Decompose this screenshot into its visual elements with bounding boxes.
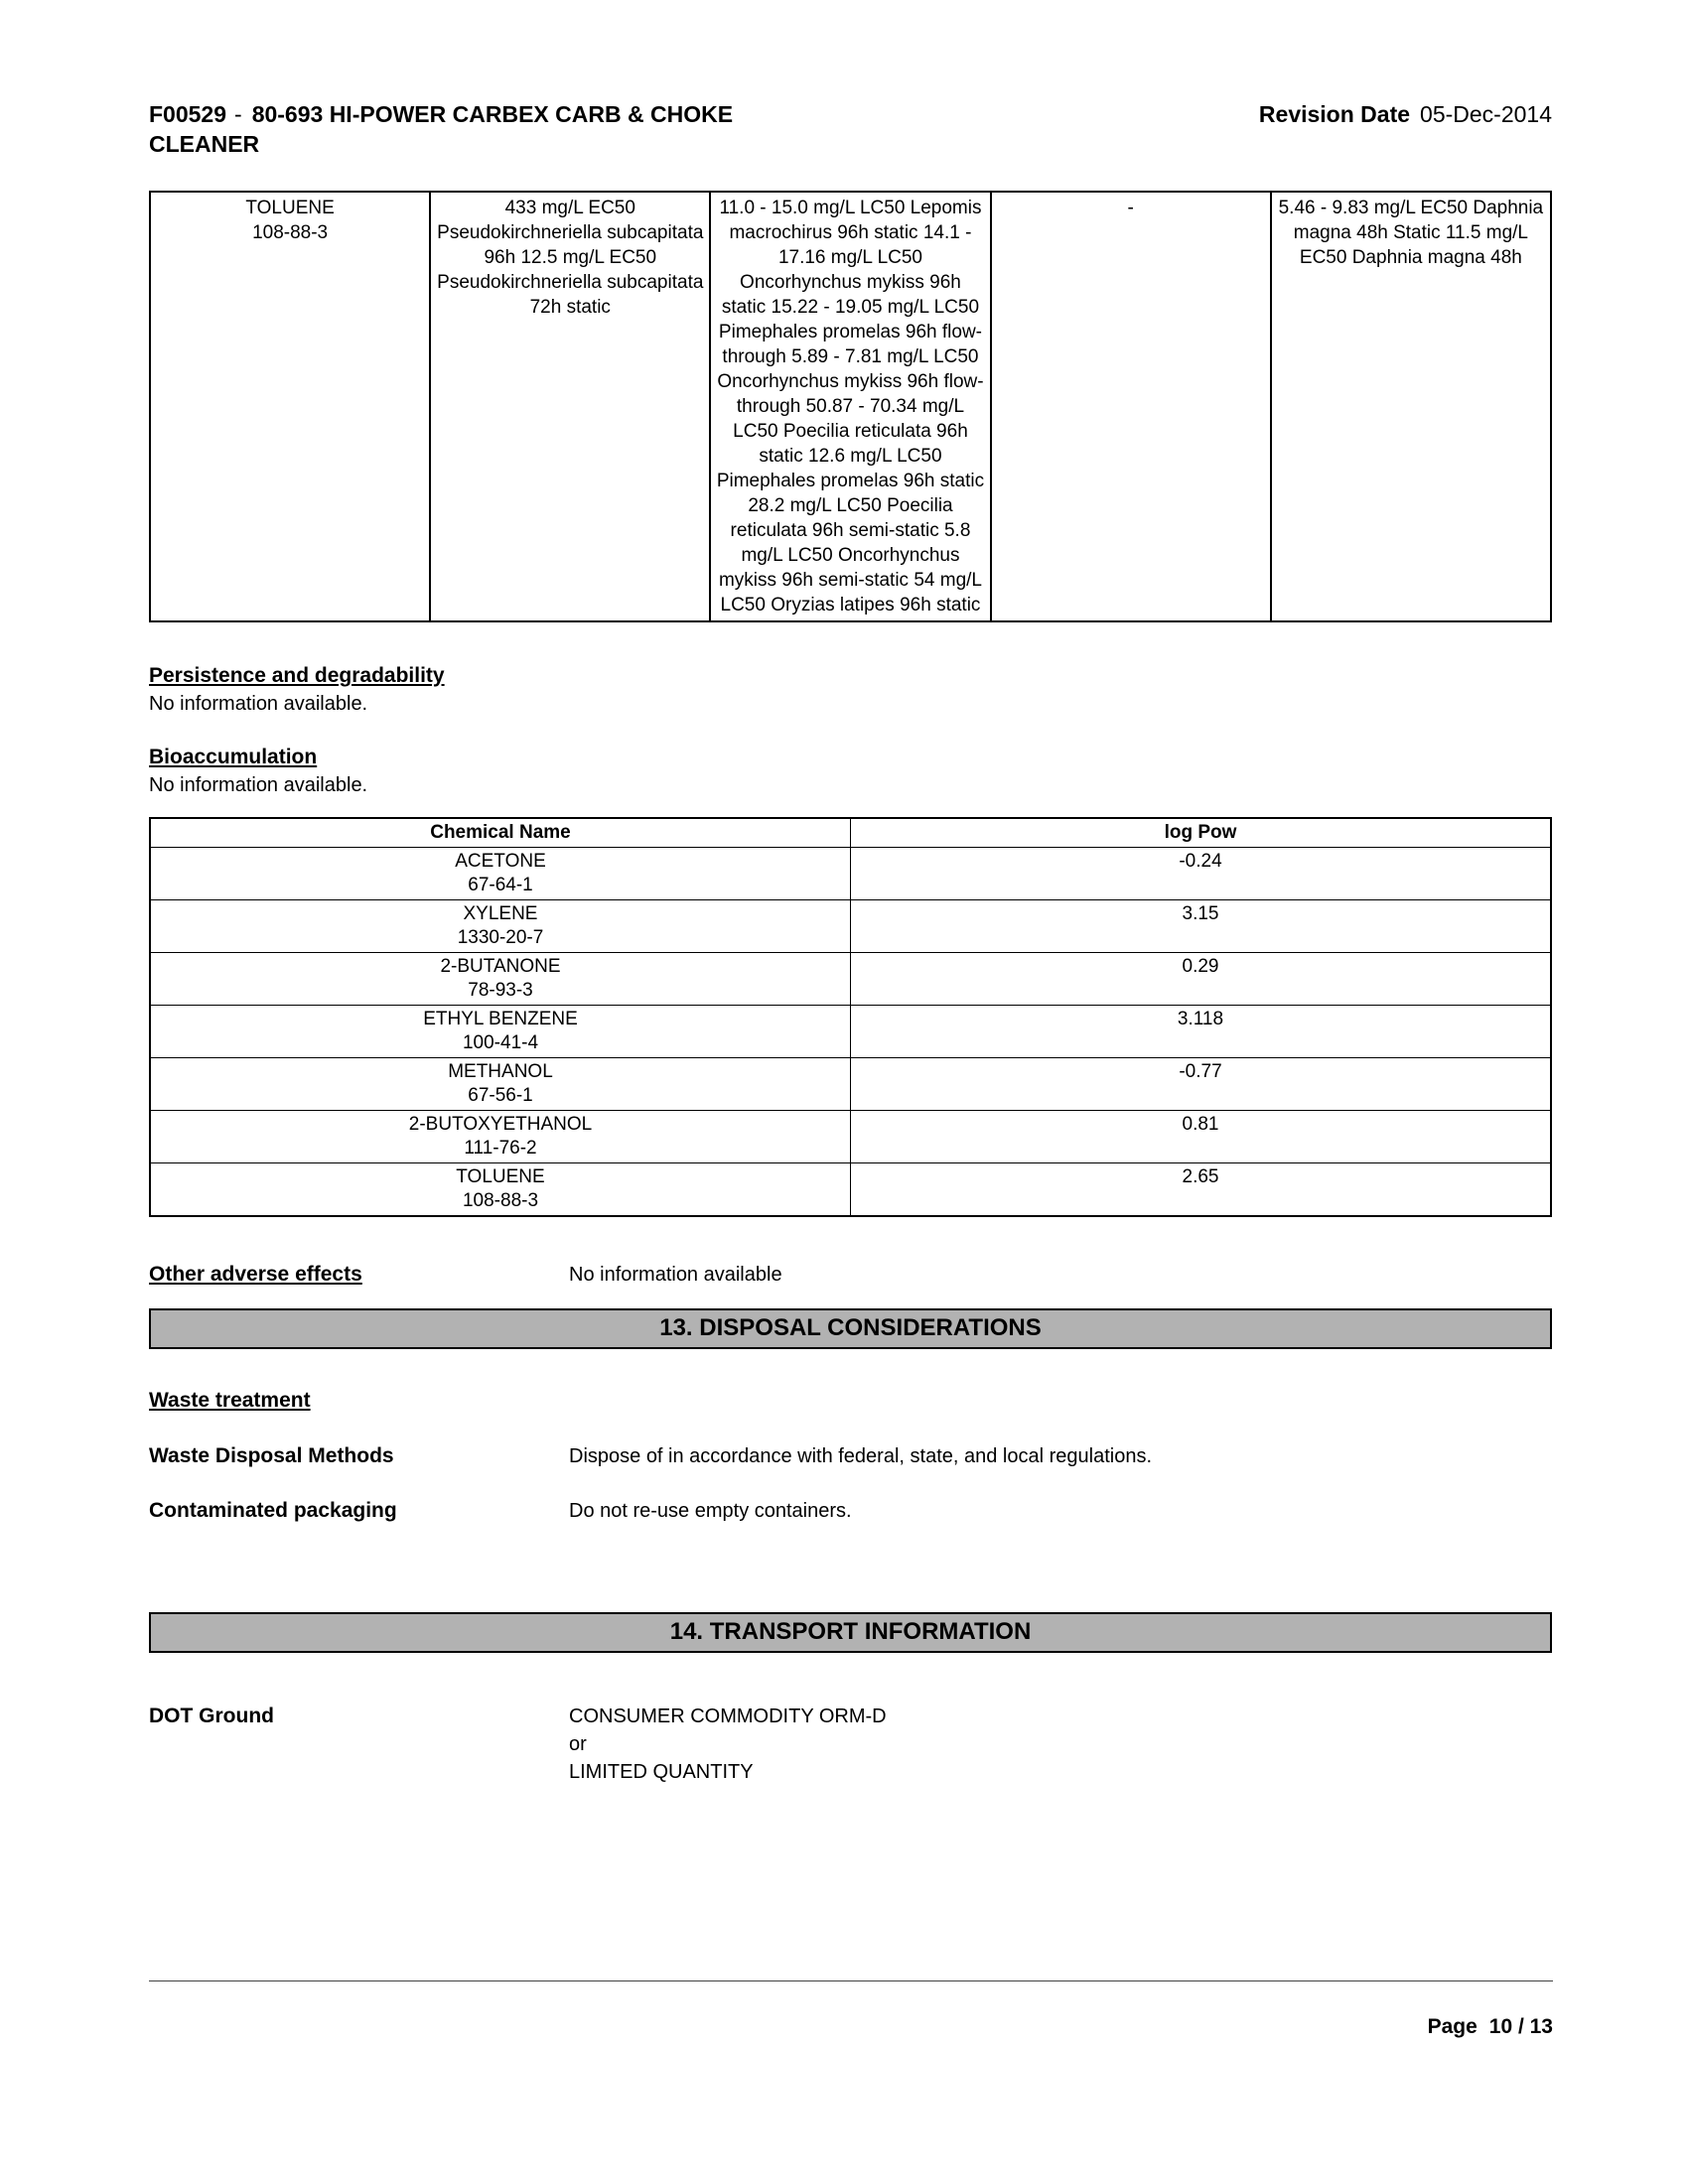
ecotox-fish-cell: 11.0 - 15.0 mg/L LC50 Lepomis macrochirus 96h static 14.1 - 17.16 mg/L LC50 Oncorhynchus mykiss 96h static 15.22 - 19.05 mg/L LC50 Pimephales promelas 96h flow-through 5.89 - 7.81 mg/L LC50 Oncorhynchus mykiss 96h flow-through 50.87 - 70.34 mg/L LC50 Poecilia reticulata 96h static 12.6 mg/L LC50 Pimephales promelas 96h static 28.2 mg/L LC50 Poecilia reticulata 96h semi-static 5.8 mg/L LC50 Oncorhynchus mykiss 96h semi-static 54 mg/L LC50 Oryzias latipes 96h static: [710, 192, 990, 621]
table-header-row: [150, 818, 1551, 848]
column-header-log-pow: log Pow: [851, 818, 1552, 848]
bioaccumulation-heading: Bioaccumulation: [149, 746, 318, 768]
logpow-value: 0.29: [851, 953, 1552, 1006]
ecotoxicity-table: [149, 191, 1552, 622]
dot-ground-row: [149, 1703, 1552, 1786]
chemical-cell: [150, 900, 851, 953]
table-row: [150, 848, 1551, 900]
logpow-value: -0.24: [851, 848, 1552, 900]
ecotox-chemical-cell: [150, 192, 430, 621]
dot-ground-label: DOT Ground: [149, 1705, 274, 1727]
cas-number: 100-41-4: [462, 1032, 539, 1053]
chemical-name: ACETONE: [455, 851, 546, 872]
cas-number: 108-88-3: [462, 1190, 539, 1211]
contaminated-packaging-label: Contaminated packaging: [149, 1499, 397, 1522]
chemical-cell: [150, 1163, 851, 1217]
logpow-value: 3.15: [851, 900, 1552, 953]
waste-disposal-methods-row: [149, 1442, 1552, 1470]
waste-treatment-heading: Waste treatment: [149, 1389, 311, 1412]
chemical-name: 2-BUTANONE: [440, 956, 561, 977]
other-adverse-effects-body: No information available: [569, 1264, 782, 1286]
ecotox-microorganisms-cell: -: [991, 192, 1271, 621]
other-adverse-effects-row: [149, 1261, 1552, 1289]
chemical-name: 2-BUTOXYETHANOL: [408, 1114, 593, 1135]
column-header-chemical-name: Chemical Name: [150, 818, 851, 848]
persistence-body: No information available.: [149, 693, 368, 715]
revision-date-label: Revision Date: [1258, 101, 1411, 127]
section-13-header: 13. DISPOSAL CONSIDERATIONS: [149, 1308, 1552, 1349]
product-name-line1: 80-693 HI-POWER CARBEX CARB & CHOKE: [251, 101, 734, 127]
contaminated-packaging-value: Do not re-use empty containers.: [569, 1500, 852, 1522]
table-row: [150, 953, 1551, 1006]
chemical-cell: [150, 1058, 851, 1111]
cas-number: 111-76-2: [464, 1138, 537, 1159]
chemical-name: TOLUENE: [245, 198, 335, 218]
product-name-line2: CLEANER: [149, 131, 260, 157]
dot-ground-line: CONSUMER COMMODITY ORM-D: [569, 1706, 887, 1727]
page-number-label: Page: [1427, 2015, 1477, 2038]
logpow-value: -0.77: [851, 1058, 1552, 1111]
ecotox-daphnia-cell: 5.46 - 9.83 mg/L EC50 Daphnia magna 48h Static 11.5 mg/L EC50 Daphnia magna 48h: [1271, 192, 1551, 621]
cas-number: 108-88-3: [252, 222, 329, 243]
chemical-cell: [150, 848, 851, 900]
logpow-value: 0.81: [851, 1111, 1552, 1163]
document-id: F00529: [149, 101, 227, 127]
revision-date: [1259, 99, 1552, 129]
table-row: [150, 1163, 1551, 1217]
logpow-value: 3.118: [851, 1006, 1552, 1058]
contaminated-packaging-row: [149, 1497, 1552, 1525]
page-number: [149, 2015, 1553, 2039]
table-row: [150, 900, 1551, 953]
dot-ground-line: or: [569, 1733, 587, 1755]
title-dash: -: [234, 101, 242, 127]
bioaccumulation-body: No information available.: [149, 774, 368, 796]
chemical-name: METHANOL: [448, 1061, 553, 1082]
dot-ground-value: [569, 1703, 887, 1786]
logpow-table: [149, 817, 1552, 1217]
logpow-value: 2.65: [851, 1163, 1552, 1217]
page-number-value: 10 / 13: [1488, 2015, 1553, 2038]
chemical-cell: [150, 953, 851, 1006]
chemical-name: TOLUENE: [456, 1166, 545, 1187]
dot-ground-line: LIMITED QUANTITY: [569, 1761, 754, 1783]
cas-number: 78-93-3: [468, 980, 533, 1001]
chemical-name: ETHYL BENZENE: [423, 1009, 578, 1029]
chemical-cell: [150, 1111, 851, 1163]
table-row: [150, 1006, 1551, 1058]
revision-date-value: 05-Dec-2014: [1420, 101, 1552, 127]
footer-divider: [149, 1980, 1553, 1981]
waste-disposal-methods-label: Waste Disposal Methods: [149, 1444, 394, 1467]
table-row: [150, 192, 1551, 621]
table-row: [150, 1058, 1551, 1111]
persistence-heading: Persistence and degradability: [149, 664, 445, 687]
cas-number: 1330-20-7: [457, 927, 544, 948]
ecotox-algae-cell: 433 mg/L EC50 Pseudokirchneriella subcapitata 96h 12.5 mg/L EC50 Pseudokirchneriella subcapitata 72h static: [430, 192, 710, 621]
cas-number: 67-64-1: [468, 875, 533, 895]
waste-disposal-methods-value: Dispose of in accordance with federal, state, and local regulations.: [569, 1445, 1153, 1467]
chemical-cell: [150, 1006, 851, 1058]
page-header: [149, 99, 1552, 159]
cas-number: 67-56-1: [468, 1085, 533, 1106]
document-title: [149, 99, 733, 159]
section-14-header: 14. TRANSPORT INFORMATION: [149, 1612, 1552, 1653]
other-adverse-effects-heading: Other adverse effects: [149, 1263, 362, 1286]
table-row: [150, 1111, 1551, 1163]
chemical-name: XYLENE: [463, 903, 538, 924]
